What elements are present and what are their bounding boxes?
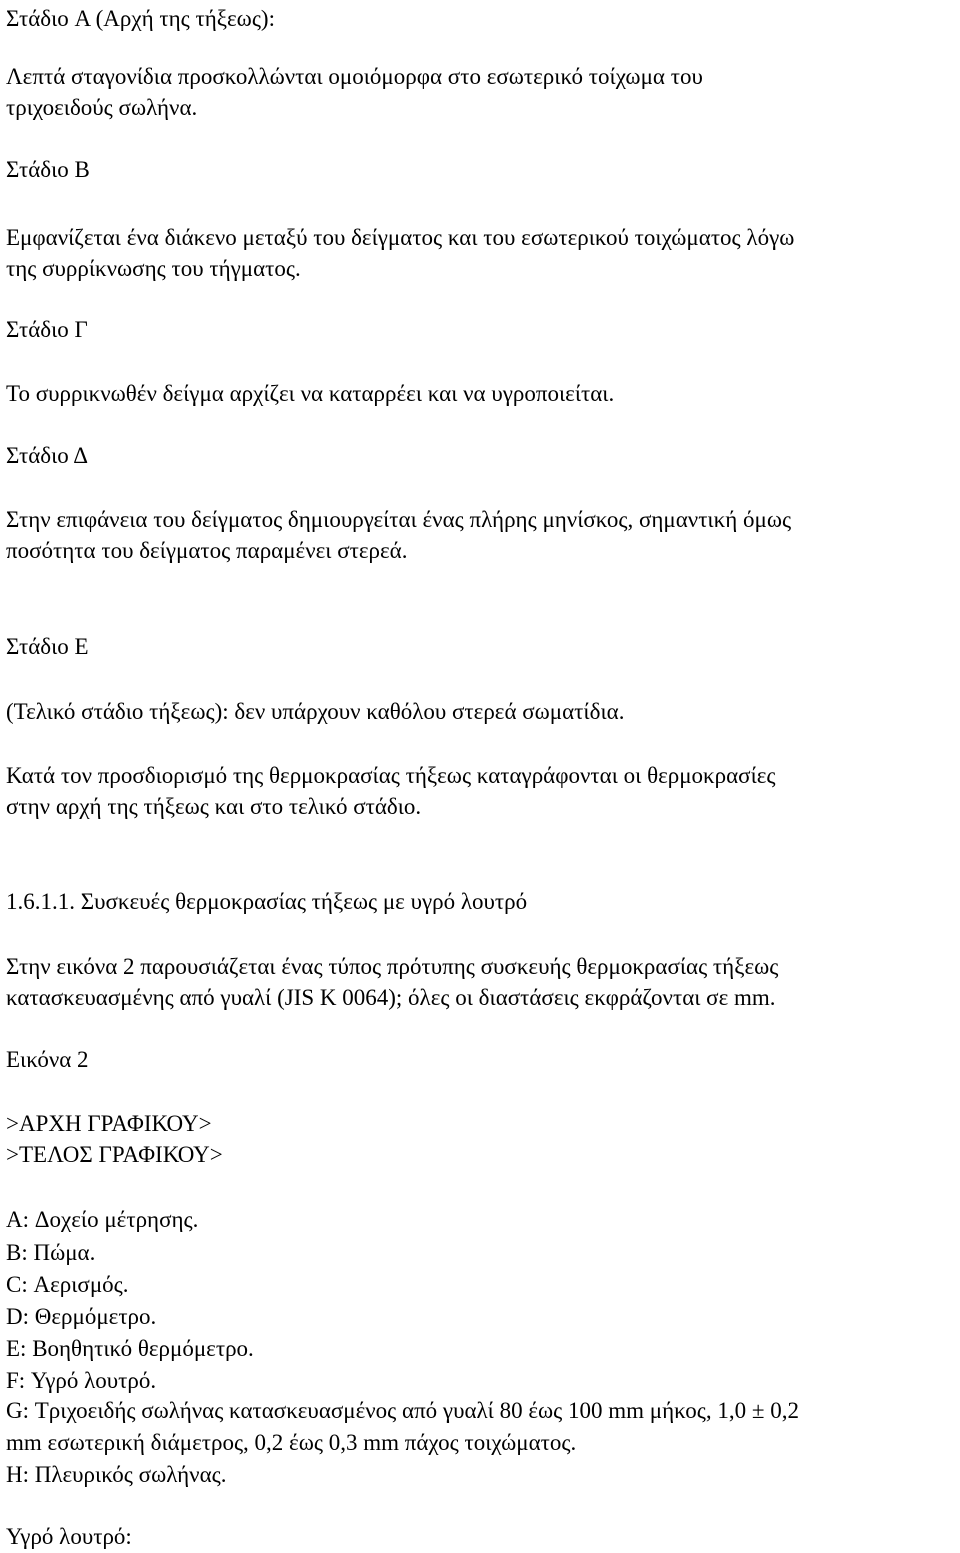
section-heading: 1.6.1.1. Συσκευές θερμοκρασίας τήξεως με υγρό λουτρό [6, 889, 528, 914]
legend-item-a: A: Δοχείο μέτρησης. [6, 1207, 199, 1232]
bath-heading: Υγρό λουτρό: [6, 1524, 132, 1549]
section-text-line2: κατασκευασμένης από γυαλί (JIS K 0064); όλες οι διαστάσεις εκφράζονται σε mm. [6, 985, 776, 1010]
stage-e-text: (Τελικό στάδιο τήξεως): δεν υπάρχουν καθόλου στερεά σωματίδια. [6, 699, 625, 724]
figure-label: Εικόνα 2 [6, 1047, 89, 1072]
legend-item-e: E: Βοηθητικό θερμόμετρο. [6, 1336, 254, 1361]
stage-c-heading: Στάδιο Γ [6, 317, 88, 342]
stage-d-text-line1: Στην επιφάνεια του δείγματος δημιουργείται ένας πλήρης μηνίσκος, σημαντική όμως [6, 507, 792, 532]
stage-b-text-line2: της συρρίκνωσης του τήγματος. [6, 256, 301, 281]
legend-item-f: F: Υγρό λουτρό. [6, 1368, 157, 1393]
legend-item-c: C: Αερισμός. [6, 1272, 129, 1297]
stage-d-text-line2: ποσότητα του δείγματος παραμένει στερεά. [6, 538, 408, 563]
section-text-line1: Στην εικόνα 2 παρουσιάζεται ένας τύπος πρότυπης συσκευής θερμοκρασίας τήξεως [6, 954, 779, 979]
note-line2: στην αρχή της τήξεως και στο τελικό στάδιο. [6, 794, 422, 819]
stage-c-text: Το συρρικνωθέν δείγμα αρχίζει να καταρρέει και να υγροποιείται. [6, 381, 615, 406]
legend-item-b: B: Πώμα. [6, 1240, 96, 1265]
stage-b-text-line1: Εμφανίζεται ένα διάκενο μεταξύ του δείγματος και του εσωτερικού τοιχώματος λόγω [6, 225, 795, 250]
stage-b-heading: Στάδιο B [6, 157, 90, 182]
stage-a-heading: Στάδιο A (Αρχή της τήξεως): [6, 6, 275, 31]
stage-e-heading: Στάδιο E [6, 634, 89, 659]
legend-item-g-line2: mm εσωτερική διάμετρος, 0,2 έως 0,3 mm πάχος τοιχώματος. [6, 1430, 577, 1455]
legend-item-g-line1: G: Τριχοειδής σωλήνας κατασκευασμένος από γυαλί 80 έως 100 mm μήκος, 1,0 ± 0,2 [6, 1398, 799, 1423]
stage-a-text-line2: τριχοειδούς σωλήνα. [6, 95, 198, 120]
graphic-end-marker: >ΤΕΛΟΣ ΓΡΑΦΙΚΟΥ> [6, 1142, 223, 1167]
stage-a-text-line1: Λεπτά σταγονίδια προσκολλώνται ομοιόμορφα στο εσωτερικό τοίχωμα του [6, 64, 703, 89]
legend-item-h: H: Πλευρικός σωλήνας. [6, 1462, 227, 1487]
note-line1: Κατά τον προσδιορισμό της θερμοκρασίας τήξεως καταγράφονται οι θερμοκρασίες [6, 763, 776, 788]
stage-d-heading: Στάδιο Δ [6, 443, 89, 468]
graphic-start-marker: >ΑΡΧΗ ΓΡΑΦΙΚΟΥ> [6, 1111, 212, 1136]
legend-item-d: D: Θερμόμετρο. [6, 1304, 157, 1329]
